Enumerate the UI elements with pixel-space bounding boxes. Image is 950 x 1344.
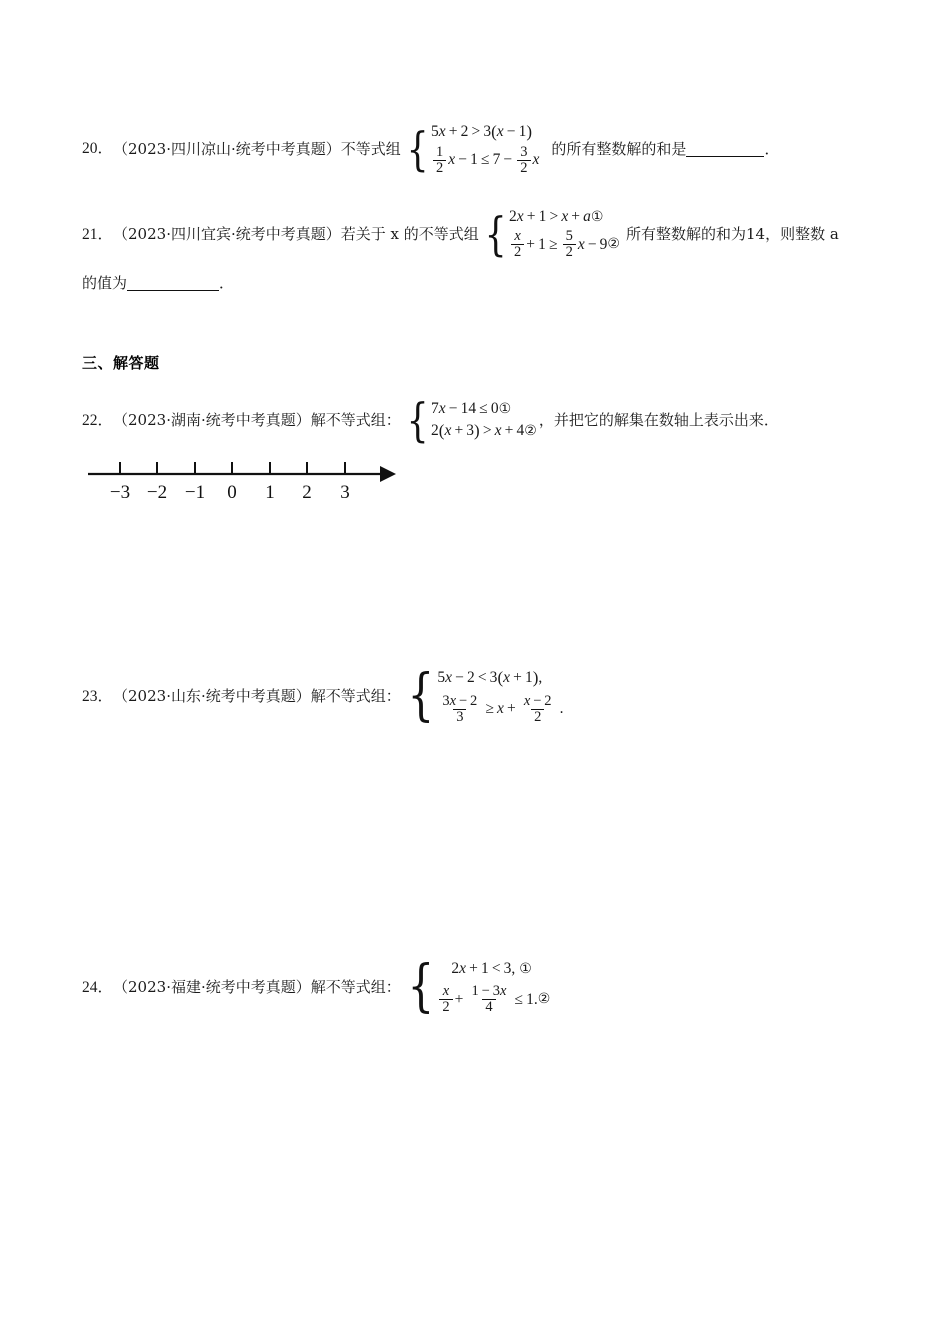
number-line-svg [80, 452, 410, 512]
problem-24-source: （2023·福建·统考中考真题） [113, 978, 311, 997]
left-brace-icon: { [406, 121, 429, 176]
number-line-label: −3 [109, 482, 131, 503]
number-line-label: 1 [265, 482, 275, 503]
problem-21-source: （2023·四川宜宾·统考中考真题） [113, 224, 341, 243]
problem-21-row-1: 2 x + 1 > x + a ① [509, 208, 604, 225]
problem-21 [82, 208, 872, 260]
problem-21-line [82, 208, 872, 260]
left-brace-icon: { [407, 954, 434, 1020]
problem-23-number: 23． [82, 687, 114, 705]
problem-23-source: （2023·山东·统考中考真题） [113, 687, 311, 706]
problem-20-source: （2023·四川凉山·统考中考真题） [113, 139, 341, 158]
problem-20 [82, 122, 872, 176]
problem-20-row-1: 5 x + 2 > 3 ( x − 1 ) [431, 122, 533, 141]
problem-22-lead: 解不等式组： [310, 410, 401, 429]
problem-21-system [481, 208, 620, 260]
problem-20-period: ． [764, 139, 780, 158]
problem-24-row-2: $\frac{x}{2}$ + $\frac{1 - 3x}{4}$ ≤ 1. ② [437, 984, 550, 1015]
problem-24-number: 24． [82, 979, 114, 996]
problem-23 [82, 663, 872, 729]
problem-20-system [403, 122, 540, 176]
problem-21-line2-lead: 的值为 [82, 274, 128, 292]
problem-21-number: 21． [82, 225, 114, 243]
problem-20-answer-blank[interactable] [686, 141, 764, 157]
left-brace-icon: { [484, 206, 507, 261]
number-line-labels [110, 482, 350, 503]
problem-23-system [403, 663, 564, 729]
number-line-label: 0 [227, 482, 237, 503]
problem-24-lead: 解不等式组： [310, 978, 401, 997]
number-line-label: −2 [146, 482, 168, 503]
problem-22-number: 22． [82, 411, 114, 429]
number-line-label: 2 [302, 482, 312, 503]
problem-21-answer-blank[interactable] [127, 275, 219, 291]
problem-22-tail: ，并把它的解集在数轴上表示出来． [538, 410, 779, 429]
problem-22-row-2: 2 ( x + 3 ) > x + 4 ② [431, 420, 537, 440]
problem-21-line-2 [82, 272, 872, 295]
problem-23-row-1: 5 x − 2 < 3 ( x + 1 ) , [437, 668, 543, 687]
problem-20-row-2: $\frac{1}{2}$ x − 1 ≤ 7 − $\frac{3}{2}$ x [431, 145, 539, 176]
number-line-arrow-icon [380, 466, 396, 482]
number-line-label: −1 [184, 482, 206, 503]
problem-20-tail: 的所有整数解的和是 [551, 139, 687, 158]
section-heading-answer-questions: 三、解答题 [82, 354, 160, 372]
problem-21-tail: 所有整数解的和为14，则整数 a [625, 224, 839, 243]
problem-21-period: ． [219, 274, 235, 292]
left-brace-icon: { [406, 392, 429, 447]
problem-22-line [82, 392, 872, 447]
problem-23-line [82, 663, 872, 729]
problem-24-system [403, 954, 551, 1020]
number-line-figure [80, 452, 410, 512]
problem-20-line [82, 122, 872, 176]
problem-21-row-2: $\frac{x}{2}$ + 1 ≥ $\frac{5}{2}$ x − 9 ② [509, 229, 620, 260]
problem-21-lead: 若关于 x 的不等式组 [340, 224, 479, 243]
problem-24-line [82, 954, 872, 1020]
problem-20-lead: 不等式组 [340, 139, 401, 158]
problem-23-row-2: $\frac{3x - 2}{3}$ ≥ x + $\frac{x - 2}{2}$ . [442, 692, 564, 725]
problem-22-source: （2023·湖南·统考中考真题） [113, 410, 311, 429]
problem-24 [82, 954, 872, 1020]
number-line-label: 3 [340, 482, 350, 503]
problem-23-lead: 解不等式组： [310, 687, 401, 706]
problem-20-number: 20． [82, 140, 114, 158]
problem-22-row-1: 7 x − 14 ≤ 0 ① [431, 400, 512, 417]
problem-24-row-1: 2 x + 1 < 3, ① [451, 960, 532, 977]
left-brace-icon: { [407, 663, 434, 729]
number-line-ticks [120, 462, 345, 474]
problem-22-system [403, 392, 537, 447]
problem-22 [82, 392, 872, 447]
